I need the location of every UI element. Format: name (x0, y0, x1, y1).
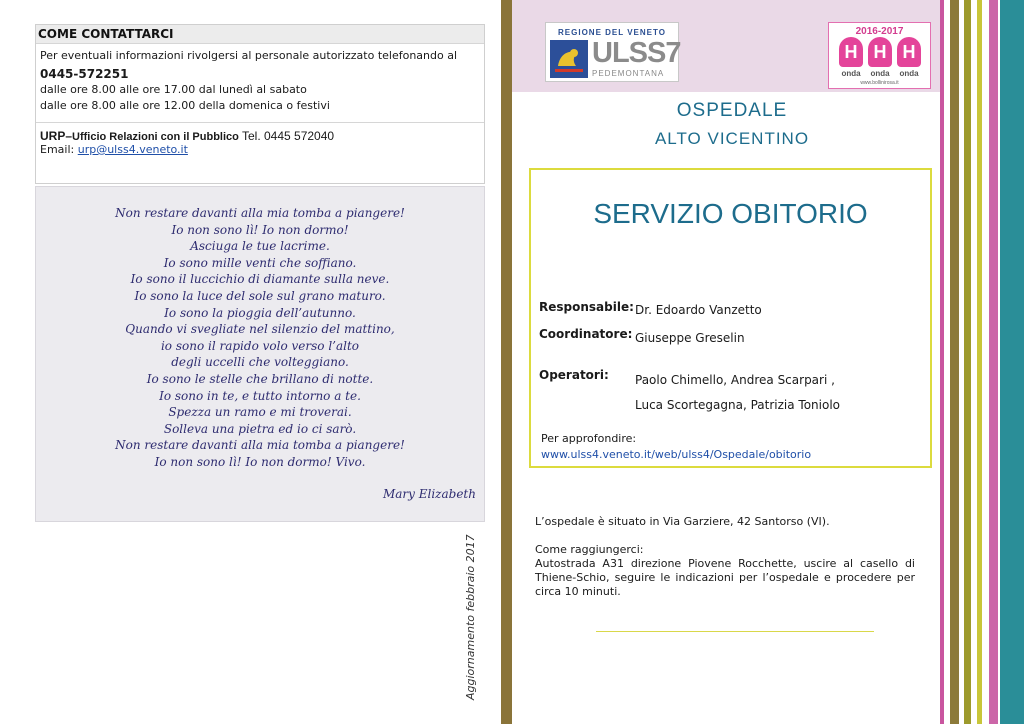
poem-line: io sono il rapido volo verso l’alto (160, 338, 360, 353)
award-h-icon: H (897, 37, 921, 67)
urp-line (40, 129, 334, 143)
responsabile-value: Dr. Edoardo Vanzetto (635, 303, 762, 317)
poem-line: Non restare davanti alla mia tomba a piangere! (115, 438, 405, 453)
contact-divider (36, 122, 484, 123)
urp-tel: Tel. 0445 572040 (242, 129, 335, 143)
operatori-line2: Luca Scortegagna, Patrizia Toniolo (635, 398, 841, 412)
teal-stripe (1000, 0, 1024, 724)
poem-line: Io non sono lì! Io non dormo! Vivo. (154, 454, 366, 469)
operatori-label: Operatori: (539, 368, 609, 382)
poem-line: Io sono la pioggia dell’autunno. (164, 305, 356, 320)
poem-line: Solleva una pietra ed io ci sarò. (163, 421, 357, 436)
directions-title: Come raggiungerci: (535, 543, 644, 556)
directions-text: Autostrada A31 direzione Piovene Rocchette, uscire al casello di Thiene-Schio, seguire le indicazioni per l’ospedale e procedere per circa 10 minuti. (535, 557, 915, 598)
award-url: www.bollinirosa.it (860, 80, 899, 86)
responsabile-label: Responsabile: (539, 300, 634, 314)
award-year: 2016-2017 (855, 26, 904, 37)
urp-label: URP (40, 129, 66, 143)
ulss-logo (545, 22, 679, 82)
award-onda-label: onda (841, 69, 861, 78)
coordinatore-value: Giuseppe Greselin (635, 331, 745, 345)
poem-lines (36, 205, 484, 471)
contact-hours-sunday: dalle ore 8.00 alle ore 12.00 della domenica o festivi (40, 99, 330, 112)
email-label: Email: (40, 143, 75, 156)
bollini-rosa-award (828, 22, 931, 89)
award-onda-label: onda (899, 69, 919, 78)
poem-line: Io sono la luce del sole sul grano maturo. (134, 288, 386, 303)
region-name: REGIONE DEL VENETO (558, 28, 666, 37)
award-onda-label: onda (870, 69, 890, 78)
contact-phone: 0445-572251 (40, 67, 129, 81)
poem-line: Io non sono lì! Io non dormo! (171, 222, 349, 237)
urp-dash: – (65, 129, 73, 143)
award-h-icon: H (839, 37, 863, 67)
service-title: SERVIZIO OBITORIO (593, 198, 868, 229)
poem-line: Io sono le stelle che brillano di notte. (146, 371, 374, 386)
pink-stripe (989, 0, 998, 724)
location-text: L’ospedale è situato in Via Garziere, 42 Santorso (VI). (535, 515, 830, 528)
email-link[interactable]: urp@ulss4.veneto.it (77, 143, 188, 156)
poem-author: Mary Elizabeth (382, 487, 476, 501)
poem-line: Io sono in te, e tutto intorno a te. (159, 388, 361, 403)
contact-header: COME CONTATTARCI (36, 25, 484, 44)
poem-line: Asciuga le tue lacrime. (190, 239, 330, 254)
service-box (529, 168, 932, 468)
olive-stripe (950, 0, 959, 724)
poem-line: Quando vi svegliate nel silenzio del mattino, (125, 322, 395, 337)
poem-line: Io sono mille venti che soffiano. (163, 255, 357, 270)
hospital-name-line2: ALTO VICENTINO (654, 129, 810, 148)
poem-line: Spezza un ramo e mi troverai. (168, 405, 352, 420)
contact-box (35, 24, 485, 184)
coordinatore-label: Coordinatore: (539, 327, 633, 341)
poem-box (35, 186, 485, 522)
more-info-label: Per approfondire: (541, 432, 637, 445)
olive-bar (501, 0, 512, 724)
pedemontana-text: PEDEMONTANA (592, 69, 665, 78)
hospital-name-line1: OSPEDALE (676, 100, 788, 121)
yellow-rule (596, 631, 874, 632)
contact-hours-weekday: dalle ore 8.00 alle ore 17.00 dal lunedì al sabato (40, 83, 307, 96)
more-info-link[interactable]: www.ulss4.veneto.it/web/ulss4/Ospedale/obitorio (541, 448, 812, 461)
poem-line: Io sono il luccichio di diamante sulla neve. (130, 272, 390, 287)
operatori-line1: Paolo Chimello, Andrea Scarpari , (635, 373, 835, 387)
lion-emblem-icon (550, 40, 588, 78)
contact-intro: Per eventuali informazioni rivolgersi al personale autorizzato telefonando al (40, 49, 458, 62)
poem-line: degli uccelli che volteggiano. (171, 355, 349, 370)
white-gap (982, 0, 989, 724)
poem-line: Non restare davanti alla mia tomba a piangere! (115, 206, 405, 220)
urp-office: Ufficio Relazioni con il Pubblico (72, 131, 239, 143)
ulss-text: ULSS7 (592, 37, 681, 69)
mustard-stripe (964, 0, 971, 724)
update-note: Aggiornamento febbraio 2017 (464, 534, 477, 700)
email-line (40, 143, 188, 156)
award-h-icon: H (868, 37, 892, 67)
